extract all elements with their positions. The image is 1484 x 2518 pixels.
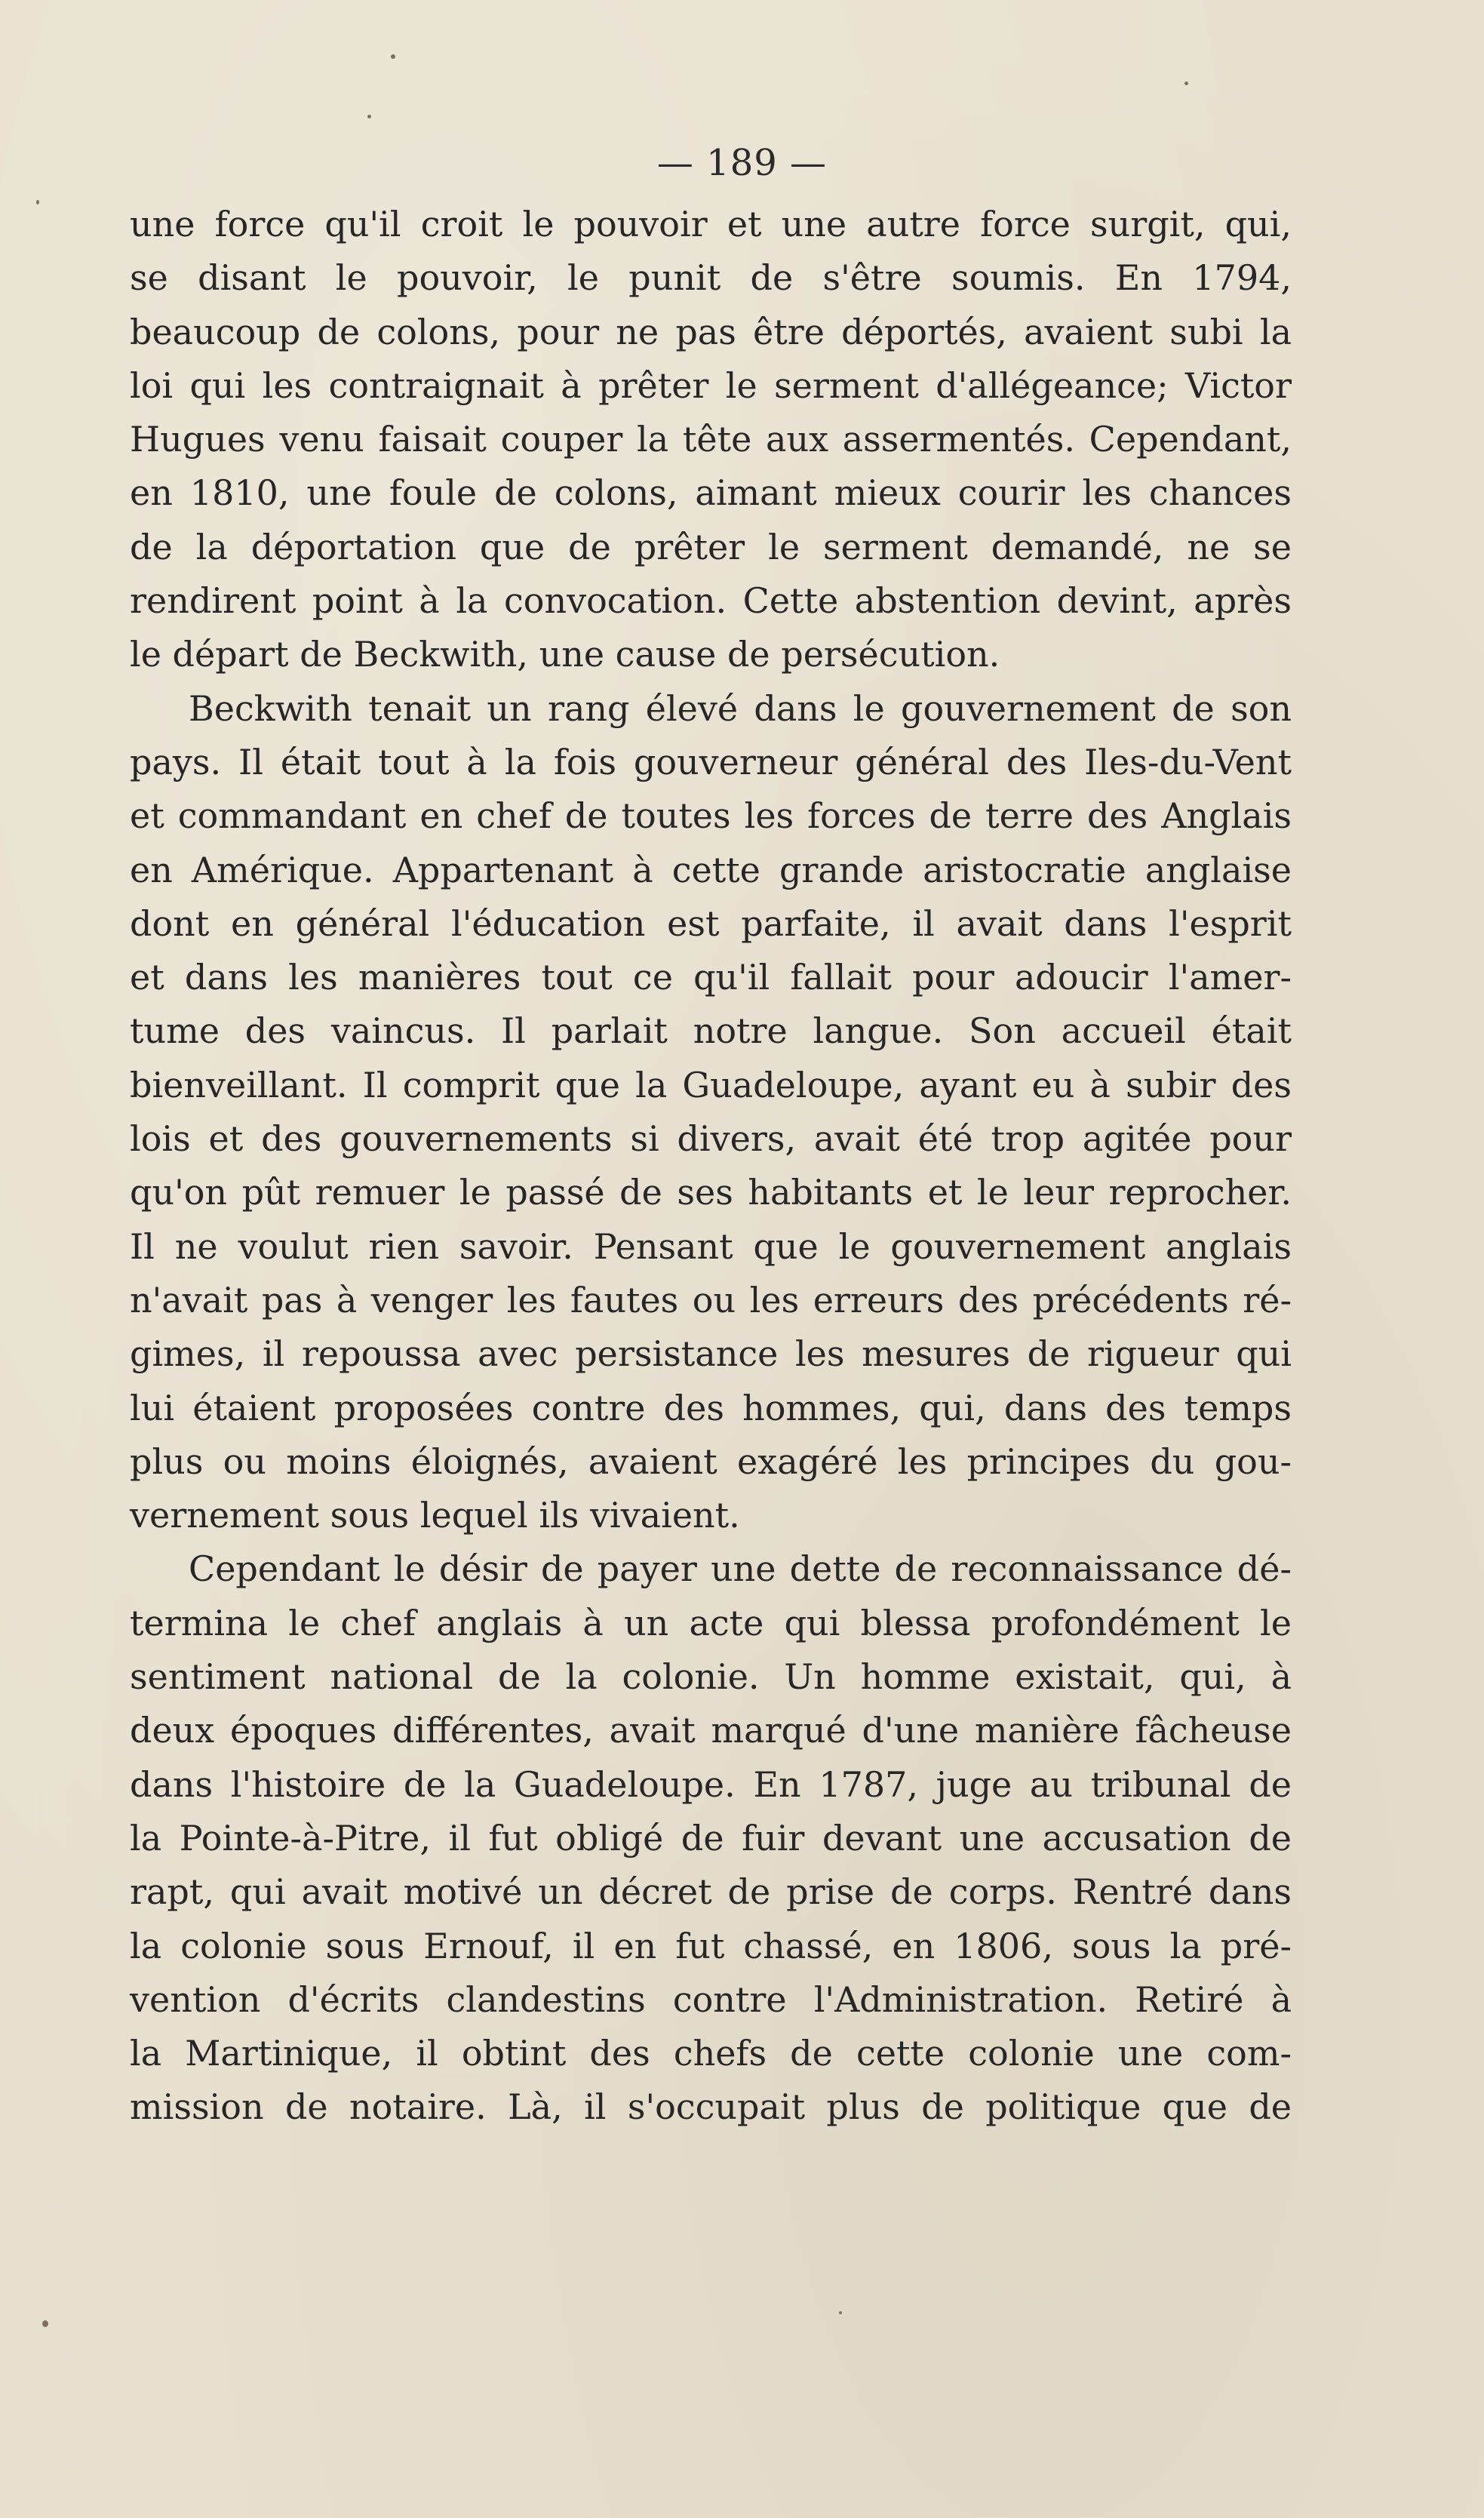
text-line: en 1810, une foule de colons, aimant mieux courir les chances: [130, 472, 1292, 514]
paper-speck: [1184, 81, 1188, 85]
text-line: se disant le pouvoir, le punit de s'être soumis. En 1794,: [130, 257, 1292, 299]
body-text: [130, 198, 1292, 2135]
text-line: rapt, qui avait motivé un décret de prise de corps. Rentré dans: [130, 1871, 1292, 1913]
text-line: dont en général l'éducation est parfaite, il avait dans l'esprit: [130, 902, 1292, 944]
text-line: tume des vaincus. Il parlait notre langue. Son accueil était: [130, 1010, 1292, 1052]
text-line: bienveillant. Il comprit que la Guadeloupe, ayant eu à subir des: [130, 1064, 1292, 1105]
paper-speck: [839, 2311, 842, 2314]
text-line: la Pointe-à-Pitre, il fut obligé de fuir devant une accusation de: [130, 1817, 1292, 1859]
text-line: deux époques différentes, avait marqué d'une manière fâcheuse: [130, 1710, 1292, 1751]
text-line: et dans les manières tout ce qu'il fallait pour adoucir l'amer-: [130, 957, 1292, 998]
text-line: la colonie sous Ernouf, il en fut chassé, en 1806, sous la pré-: [130, 1925, 1292, 1966]
text-line: rendirent point à la convocation. Cette abstention devint, après: [130, 580, 1292, 622]
text-line: lois et des gouvernements si divers, avait été trop agitée pour: [130, 1118, 1292, 1160]
text-line: qu'on pût remuer le passé de ses habitants et le leur reprocher.: [130, 1172, 1292, 1213]
text-line: et commandant en chef de toutes les forces de terre des Anglais: [130, 795, 1292, 837]
text-line: Cependant le désir de payer une dette de reconnaissance dé-: [189, 1548, 1292, 1590]
text-line: vernement sous lequel ils vivaient.: [130, 1495, 740, 1536]
text-line: dans l'histoire de la Guadeloupe. En 1787, juge au tribunal de: [130, 1763, 1292, 1805]
text-line: Hugues venu faisait couper la tête aux assermentés. Cependant,: [130, 419, 1292, 460]
text-line: en Amérique. Appartenant à cette grande aristocratie anglaise: [130, 849, 1292, 890]
text-line: Beckwith tenait un rang élevé dans le gouvernement de son: [189, 687, 1292, 729]
text-line: la Martinique, il obtint des chefs de cette colonie une com-: [130, 2033, 1292, 2074]
text-line: pays. Il était tout à la fois gouverneur général des Iles-du-Vent: [130, 741, 1292, 782]
text-line: Il ne voulut rien savoir. Pensant que le gouvernement anglais: [130, 1225, 1292, 1267]
page-number: — 189 —: [656, 142, 828, 184]
text-line: loi qui les contraignait à prêter le serment d'allégeance; Victor: [130, 364, 1292, 406]
text-line: plus ou moins éloignés, avaient exagéré les principes du gou-: [130, 1440, 1292, 1482]
paper-speck: [36, 200, 39, 204]
text-line: beaucoup de colons, pour ne pas être déportés, avaient subi la: [130, 311, 1292, 352]
paper-speck: [367, 115, 371, 118]
text-line: mission de notaire. Là, il s'occupait plus de politique que de: [130, 2086, 1292, 2128]
text-line: lui étaient proposées contre des hommes, qui, dans des temps: [130, 1387, 1292, 1428]
text-line: de la déportation que de prêter le serment demandé, ne se: [130, 526, 1292, 567]
text-line: termina le chef anglais à un acte qui blessa profondément le: [130, 1602, 1292, 1643]
text-line: une force qu'il croit le pouvoir et une autre force surgit, qui,: [130, 204, 1292, 244]
text-line: n'avait pas à venger les fautes ou les erreurs des précédents ré-: [130, 1279, 1292, 1320]
paper-speck: [391, 54, 395, 59]
text-line: le départ de Beckwith, une cause de persécution.: [130, 634, 1000, 675]
text-line: gimes, il repoussa avec persistance les mesures de rigueur qui: [130, 1333, 1292, 1375]
paper-speck: [42, 2320, 48, 2327]
text-line: vention d'écrits clandestins contre l'Administration. Retiré à: [130, 1978, 1292, 2020]
text-line: sentiment national de la colonie. Un homme existait, qui, à: [130, 1656, 1292, 1698]
